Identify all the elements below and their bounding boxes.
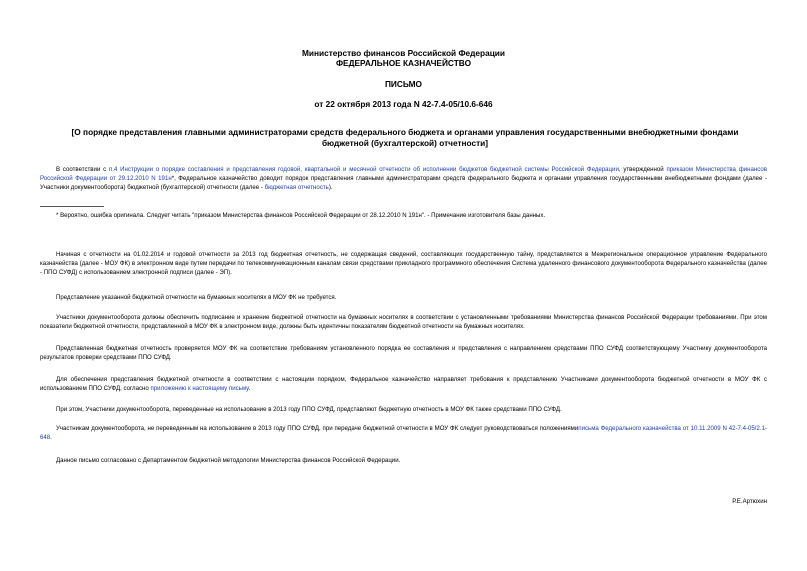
footnote: * Вероятно, ошибка оригинала. Следует читать "приказом Министерства финансов Российской Федерации от 28.12.2010 N 191н". - Примечание изготовителя базы данных. xyxy=(56,212,546,219)
paragraph-6-text-a: Для обеспечения представления бюджетной отчетности в соответствии с настоящим порядком, Федеральное казначейство направляет требования к представлению Участниками документооборота бюджетной отчетности в МОУ ФК с использованием ППО СУФД, согласно xyxy=(40,376,767,392)
paragraph-1 xyxy=(40,165,767,192)
paragraph-1-text-c: *, Федеральное казначейство доводит порядок представления главными администраторами средств федерального бюджета и органами управления государственными внебюджетными фондами (далее - Участники документооборота) бюджетной (бухгалтерской) отчетности (далее - xyxy=(40,175,767,191)
treasury-letter-link[interactable]: письма Федерального казначейства от 10.11.2009 N 42-7.4-05/2.1-648 xyxy=(40,425,768,441)
footnote-divider xyxy=(40,206,104,207)
document-type: ПИСЬМО xyxy=(384,79,423,89)
paragraph-8-text-a: Участникам документооборота, не переведенным на использование в 2013 году ППО СУФД, при передаче бюджетной отчетности в МОУ ФК следует руководствоваться положениями xyxy=(56,425,579,432)
paragraph-8-text-b: . xyxy=(50,434,52,441)
ministry-name: Министерство финансов Российской Федерации xyxy=(301,48,506,58)
paragraph-5: Представленная бюджетная отчетность проверяется МОУ ФК на соответствие требованиям установленного порядка ее составления и представления с направлением средствами ППО СУФД соответствующему Участнику документооборота результатов проверки средствами ППО СУФД. xyxy=(40,345,767,361)
paragraph-1-text-a: В соответствии с xyxy=(56,166,109,173)
budget-reporting-link[interactable]: бюджетная отчетность xyxy=(264,184,329,191)
agency-name: ФЕДЕРАЛЬНОЕ КАЗНАЧЕЙСТВО xyxy=(335,58,472,68)
document-date-number: от 22 октября 2013 года N 42-7.4-05/10.6-646 xyxy=(314,99,493,109)
order-191n-link[interactable]: приказом Министерства финансов Российской Федерации от 29.12.2010 N 191н xyxy=(40,166,768,182)
document-title-line-2: бюджетной (бухгалтерской) отчетности] xyxy=(321,138,489,148)
document-title-line-1: [О порядке представления главными администраторами средств федерального бюджета и органами управления государственными внебюджетными фондами xyxy=(71,127,739,137)
paragraph-7: При этом, Участники документооборота, переведенные на использование в 2013 году ППО СУФД, представляют бюджетную отчетность в МОУ ФК также средствами ППО СУФД. xyxy=(56,406,562,413)
paragraph-8 xyxy=(40,424,767,442)
paragraph-4: Участники документооборота должны обеспечить подписание и хранение бюджетной отчетности на бумажных носителях в соответствии с установленными требованиями Министерства финансов Российской Федерации требованиями. При этом показатели бюджетной отчетности, представленной в МОУ ФК в электронном виде, должны быть идентичны показателям бюджетной отчетности на бумажных носителях. xyxy=(40,314,767,330)
paragraph-1-text-b: , утвержденной xyxy=(618,166,667,173)
paragraph-9: Данное письмо согласовано с Департаментом бюджетной методологии Министерства финансов Российской Федерации. xyxy=(56,457,401,464)
paragraph-6 xyxy=(40,375,767,393)
paragraph-1-text-d: ). xyxy=(328,184,333,191)
instruction-link[interactable]: п.4 Инструкции о порядке составления и представления годовой, квартальной и месячной отчетности об исполнении бюджетов бюджетной системы Российской Федерации xyxy=(108,166,619,173)
paragraph-6-text-b: . xyxy=(248,385,251,392)
appendix-link[interactable]: приложению к настоящему письму xyxy=(150,385,249,392)
paragraph-3: Представление указанной бюджетной отчетности на бумажных носителях в МОУ ФК не требуется. xyxy=(56,294,337,301)
paragraph-2: Начиная с отчетности на 01.02.2014 и годовой отчетности за 2013 год бюджетная отчетность, не содержащая сведений, составляющих государственную тайну, представляется в Межрегиональное операционное управление Федерального казначейства (далее - МОУ ФК) в электронном виде путем передачи по телекоммуникационным каналам связи средствами прикладного программного обеспечения Система удаленного финансового документооборота Федерального казначейства (далее - ППО СУФД) с использованием электронной подписи (далее - ЭП). xyxy=(40,251,767,276)
signature: Р.Е.Артюхин xyxy=(732,498,767,505)
